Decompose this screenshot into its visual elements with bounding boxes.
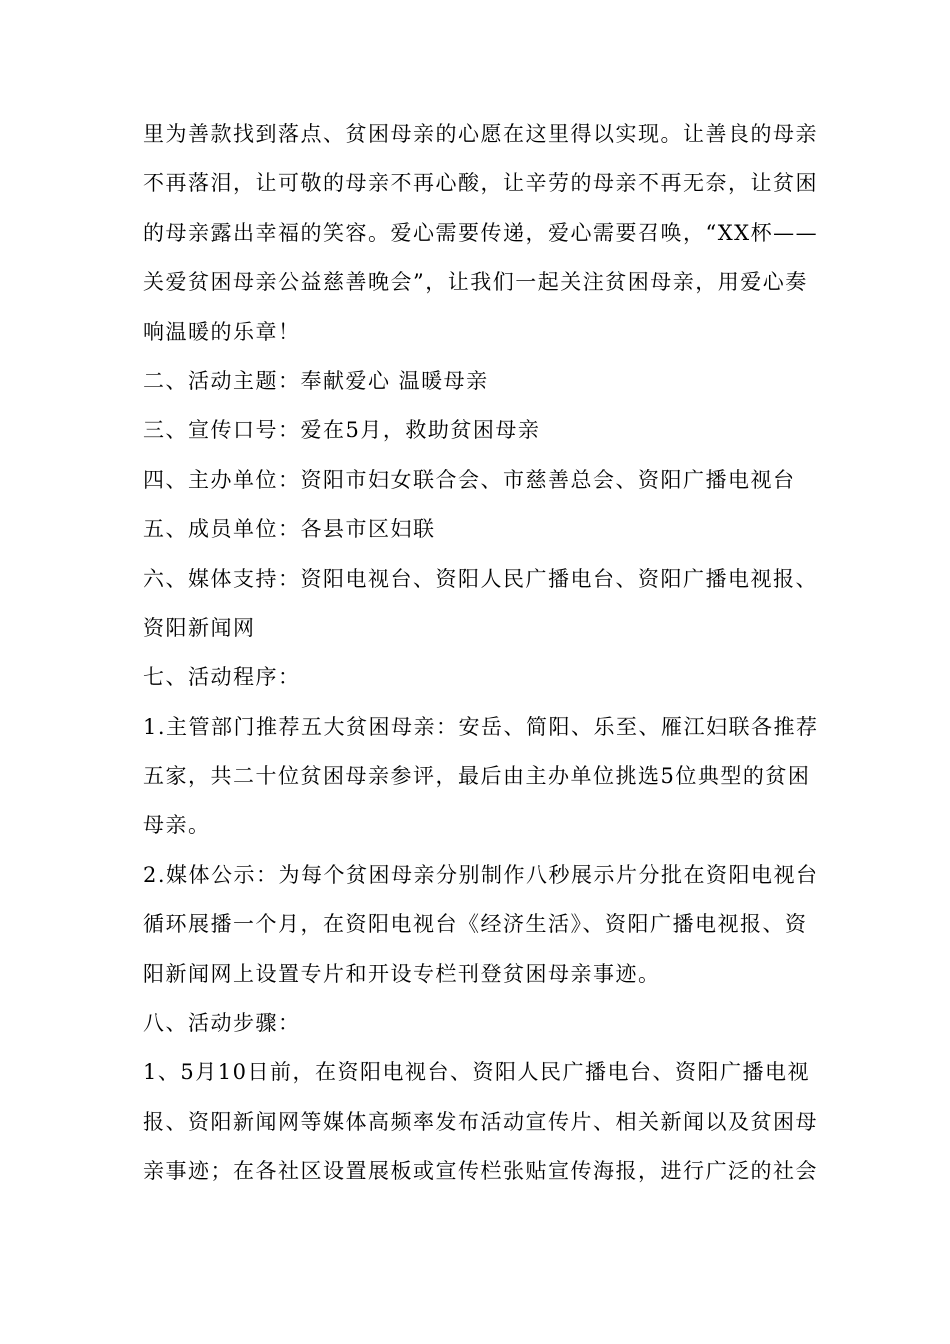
section-heading-members: 五、成员单位：各县市区妇联	[143, 517, 436, 542]
list-item-line: 亲事迹；在各社区设置展板或宣传栏张贴宣传海报，进行广泛的社会	[143, 1159, 818, 1184]
section-heading-theme: 二、活动主题：奉献爱心 温暖母亲	[143, 368, 489, 393]
list-item-line: 循环展播一个月，在资阳电视台《经济生活》、资阳广播电视报、资	[143, 912, 808, 937]
section-heading-media: 六、媒体支持：资阳电视台、资阳人民广播电台、资阳广播电视报、	[143, 566, 818, 591]
list-item-line: 2.媒体公示：为每个贫困母亲分别制作八秒展示片分批在资阳电视台	[143, 862, 819, 887]
section-heading-organizer: 四、主办单位：资阳市妇女联合会、市慈善总会、资阳广播电视台	[143, 467, 796, 492]
list-item-line: 阳新闻网上设置专片和开设专栏刊登贫困母亲事迹。	[143, 961, 661, 986]
paragraph-line: 响温暖的乐章！	[143, 319, 301, 344]
section-heading-slogan: 三、宣传口号：爱在5月，救助贫困母亲	[143, 418, 541, 443]
list-item-line: 母亲。	[143, 813, 211, 838]
section-heading-procedure: 七、活动程序：	[143, 665, 301, 690]
section-heading-steps: 八、活动步骤：	[143, 1011, 301, 1036]
list-item-line: 报、资阳新闻网等媒体高频率发布活动宣传片、相关新闻以及贫困母	[143, 1109, 818, 1134]
list-item-line: 五家，共二十位贫困母亲参评，最后由主办单位挑选5位典型的贫困	[143, 764, 811, 789]
paragraph-line: 关爱贫困母亲公益慈善晚会”，让我们一起关注贫困母亲，用爱心奏	[143, 270, 808, 295]
paragraph-line: 的母亲露出幸福的笑容。爱心需要传递，爱心需要召唤，“XX杯——	[143, 220, 819, 245]
paragraph-line: 资阳新闻网	[143, 615, 256, 640]
list-item-line: 1.主管部门推荐五大贫困母亲：安岳、简阳、乐至、雁江妇联各推荐	[143, 714, 819, 739]
document-body	[143, 110, 823, 1197]
paragraph-line: 里为善款找到落点、贫困母亲的心愿在这里得以实现。让善良的母亲	[143, 122, 818, 146]
list-item-line: 1、5月10日前，在资阳电视台、资阳人民广播电台、资阳广播电视	[143, 1060, 810, 1085]
paragraph-line: 不再落泪，让可敬的母亲不再心酸，让辛劳的母亲不再无奈，让贫困	[143, 171, 818, 196]
